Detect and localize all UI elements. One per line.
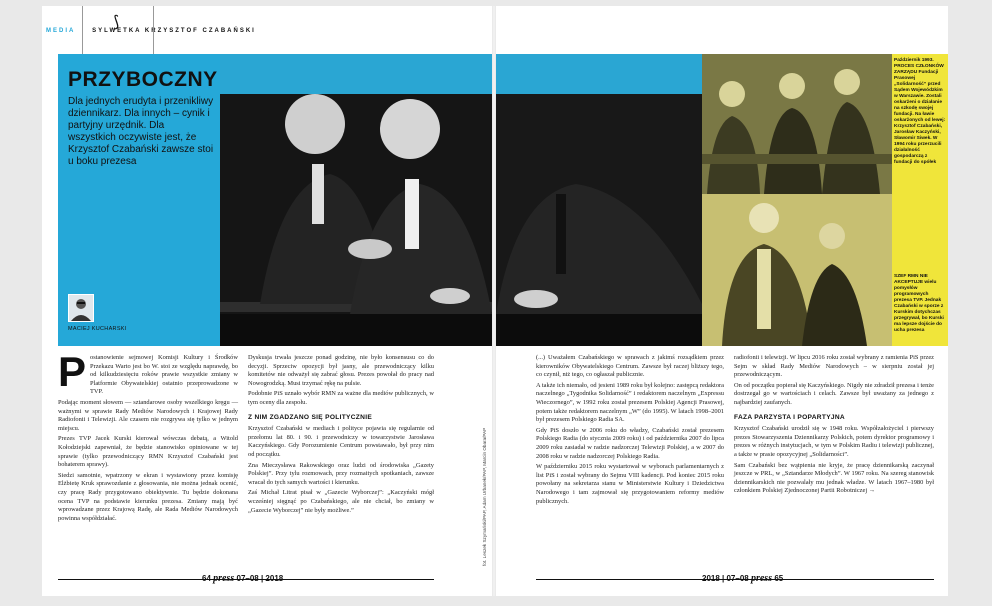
magazine-logo-box — [82, 6, 154, 54]
body-paragraph: W październiku 2015 roku wystartował w wyborach parlamentarnych z list PiS i został wybrany do Sejmu VIII kadencji. Pod koniec 2015 roku powołany na sekretarza stanu w Ministerstwie Kultury i Dziedzictwa Narodowego i tam zajmował się przygotowaniem reformy mediów publicznych. — [536, 463, 724, 505]
body-paragraph: Prezes TVP Jacek Kurski kierował wówczas debatą, a Witold Kołodziejski zapewniał, że będzie stanowisko opiniowane w tej sprawie (tylko przewodniczący RMN Krzysztof Czabański jest bohaterem sprawy). — [58, 435, 238, 469]
body-paragraph: Podając moment słowem — sztandarowe osoby wszelkiego kręgu — ważnymi w sprawie Rady Mediów Narodowych i Krajowej Rady Radiofonii i Telewizji. Ale czasem nie rozgrywa się tylko w jednym miejscu. — [58, 398, 238, 432]
body-paragraph: ostanowienie sejmowej Komisji Kultury i Środków Przekazu Warto jest bo W. stoi ze względu naprawdę, bo od kilkudziesięciu roków prawie wszystkie zmiany w Platformie Obywatelskiej ostatnio przeprowadzone w TVP. — [90, 354, 238, 396]
author-avatar — [68, 294, 94, 322]
article-lede: Dla jednych erudyta i przenikliwy dziennikarz. Dla innych – cynik i partyjny urzędnik. Dla wszystkich oczywiste jest, że Krzysztof Czabański zawsze stoi u boku prezesa — [68, 96, 214, 167]
body-paragraph: Krzysztof Czabański w mediach i polityce pojawia się regularnie od przełomu lat 80. i 90. i przewodniczy w towarzystwie Jarosława Kaczyńskiego. Gdy Porozumienie Centrum powstawało, był przy nim od początku. — [248, 425, 434, 458]
magazine-name: press — [750, 573, 773, 584]
section-title: SYLWETKA KRZYSZTOF CZABAŃSKI — [92, 28, 256, 34]
dropcap: P — [58, 348, 87, 395]
body-paragraph: A także ich niemało, od jesieni 1989 roku był kolejno: zastępcą redaktora naczelnego „Tygodnika Solidarność” i redaktorem naczelnym „Expressu Wieczornego”, w 1992 roku został prezesem Polskiej Agencji Prasowej, potem także redaktorem naczelnym „W” (do 1995). W latach 1998–2001 był prezesem Polskiego Radia SA. — [536, 381, 724, 424]
left-col-1 — [58, 348, 238, 525]
right-col-1 — [536, 354, 724, 508]
logo-icon: ⟆ — [113, 14, 120, 31]
left-page — [42, 6, 492, 596]
subheading: FAZA PARZYSTA I POPARTYJNA — [734, 413, 845, 421]
left-col-2 — [248, 354, 434, 517]
issue-date: 07–08 | 2018 — [236, 574, 284, 583]
body-paragraph: Dyskusja trwała jeszcze ponad godzinę, nie było konsensusu co do decyzji. Sprzeciw opozycji był jasny, ale przewodniczący kilku komitetów nie odważył się zabrać głosu. Prezes powołał do pracy nad Nowogrodzką. Musi trzymać rękę na pulsie. — [248, 354, 434, 387]
section-divider: | — [81, 28, 86, 34]
photo-credit: fot. Leszek Szymański/PAP, Adam Urbanek/PAP, Marcin Obara/PAP — [482, 427, 487, 566]
issue-date: 2018 | 07–08 — [702, 574, 749, 583]
body-paragraph: (...) Uważałem Czabańskiego w sprawach z jakimś rozsądkiem przez kierowników Obywatelskiego Centrum. Zawsze był raczej bliższy tego, co czynił, niż tego, co ogłaszał publicznie. — [536, 354, 724, 379]
rmn-photo — [702, 194, 892, 346]
body-paragraph: On od początku popierał się Kaczyńskiego. Nigdy nie zdradził prezesa i tenże dostrzegał go w wartościach i celach. Zawsze był uważany za jednego z najbardziej zaufanych. — [734, 381, 934, 406]
section-label: MEDIA — [46, 28, 76, 34]
body-paragraph: Gdy PiS doszło w 2006 roku do władzy, Czabański został prezesem Polskiego Radia (do stycznia 2009 roku) i od października 2007 do lipca 2009 roku zasiadał w radzie nadzorczej Telewizji Polskiej, a w 2007 do 2008 roku w radzie nadzorczej Polskiego Radia. — [536, 426, 724, 460]
body-paragraph: Sam Czabański bez wątpienia nie kryje, że pracę dziennikarską zaczynał jeszcze w PRL, w „Sztandarze Młodych”. W 1967 roku. Na szereg stanowisk dziennikarskich nie pozwalały mu jednak władze. W latach 1967–1980 był członkiem Polskiej Zjednoczonej Partii Robotniczej → — [734, 461, 934, 495]
page-footer — [202, 573, 283, 584]
author-name: MACIEJ KUCHARSKI — [68, 326, 127, 332]
magazine-name: press — [213, 573, 235, 584]
caption-block-2 — [702, 194, 948, 346]
right-page — [496, 6, 948, 596]
right-col-2 — [734, 354, 934, 498]
trial-photo — [702, 54, 892, 194]
headline-panel — [58, 54, 220, 346]
body-paragraph: Podobnie PiS uznało wybór RMN za ważne dla mediów publicznych, w tym oceny dla zespołu. — [248, 390, 434, 406]
page-number: 64 — [202, 574, 211, 583]
article-headline: PRZYBOCZNY — [68, 68, 218, 91]
main-photo — [220, 54, 492, 346]
page-number: 65 — [774, 574, 784, 583]
body-paragraph: Zna Mieczysława Rakowskiego oraz ludzi od środowiska „Gazety Polskiej”. Przy tylu rozmowach, przy rozmaitych spotkaniach, zawsze wracał do tych samych wartości i kierunku. — [248, 461, 434, 486]
subheading: Z NIM ZGADZANO SIĘ POLITYCZNIE — [248, 413, 373, 421]
body-paragraph: Zaś Michał Litrat pisał w „Gazecie Wyborczej”: „Kaczyński mógł wcześniej sięgnąć po Czabańskiego, ale nie chciał, bo zmiany w „Gazecie Wyborczej” nie były możliwe.” — [248, 489, 434, 514]
body-paragraph: Siedzi samotnie, wpatrzony w ekran i wystawiony przez komisję Elżbietę Kruk sprawozdanie z głosowania, nie można jednak ocenić, czy pracę Rady przygotowano obiektywnie. Tu będzie dokonana ocena TVP na podstawie kierunku prezesa. Zmiany mają być wprowadzane przez Krajową Radę, ale Rada Mediów Narodowych powinna współdziałać. — [58, 471, 238, 522]
page-footer — [702, 573, 783, 584]
body-paragraph: Krzysztof Czabański urodził się w 1948 roku. Współzałożyciel i pierwszy prezes Stowarzyszenia Dziennikarzy Polskich, potem dyrektor programowy i prezes w różnych instytucjach, w tym w Polskim Radiu i telewizji publicznej, a także w prasie opozycyjnej „Solidarności”. — [734, 425, 934, 458]
photo-continuation — [496, 54, 702, 346]
caption-block-1 — [702, 54, 948, 194]
caption-2: SZEF RMN NIE AKCEPTUJE wielu pomysłów programowych prezesa TVP. Jednak Czabański w sporze z Kurskim dotychczas przegrywał, bo Kurski ma lepsze dojście do ucha prezesa — [894, 274, 944, 333]
caption-1: Październik 1993. PROCES CZŁONKÓW ZARZĄDU Fundacji Prasowej „Solidarność” przed Sądem Wojewódzkim w Warszawie. Zostali oskarżeni o działanie na szkodę swojej fundacji. Na ławie oskarżonych od lewej: Krzysztof Czabański, Jarosław Kaczyński, Sławomir Siwek. W 1994 roku przerzucili działalność gospodarczą z fundacji do spółek — [894, 58, 946, 165]
body-paragraph: radiofonii i telewizji. W lipcu 2016 roku został wybrany z ramienia PiS przez Sejm w skład Rady Mediów Narodowych – w sierpniu został jej przewodniczącym. — [734, 354, 934, 379]
